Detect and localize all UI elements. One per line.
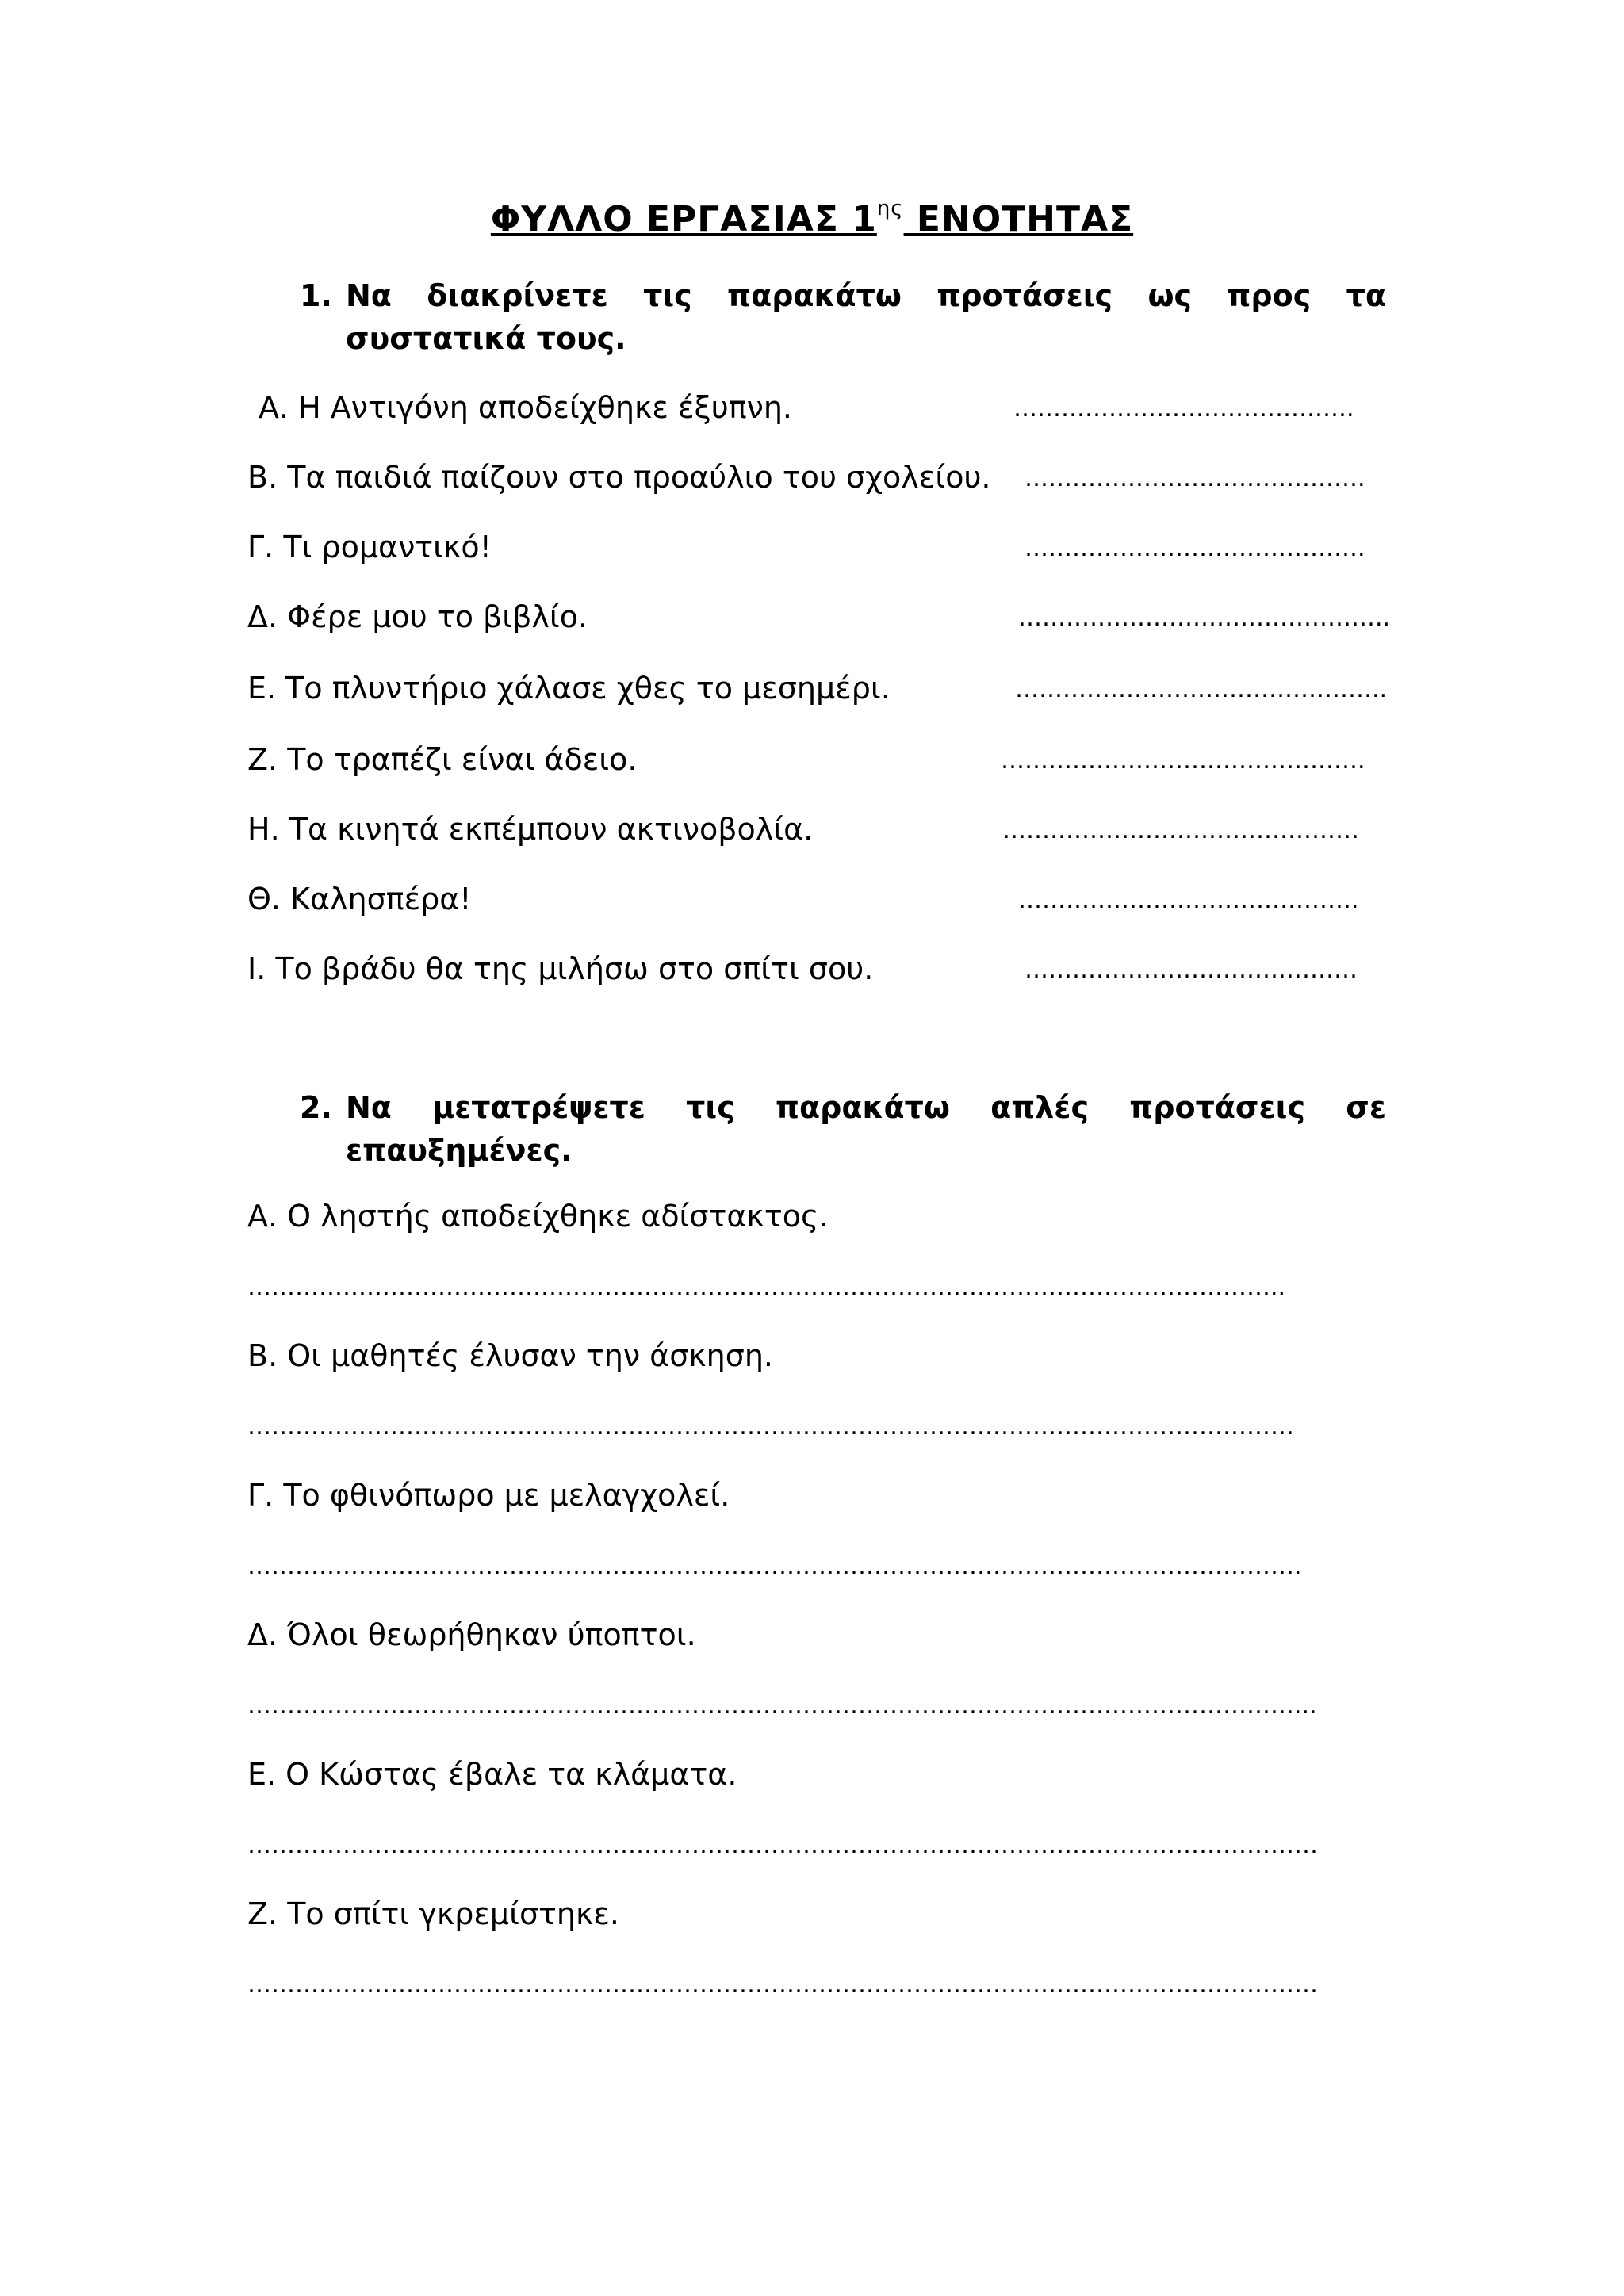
exercise-1-answer-blank-c[interactable]: ……………………………………. — [1025, 534, 1365, 562]
exercise-1-answer-blank-f[interactable]: ………………………………………. — [1001, 747, 1365, 775]
exercise-1-sentence-b: Β. Τα παιδιά παίζουν στο προαύλιο του σχολείου. — [247, 460, 991, 495]
exercise-2-heading — [300, 1086, 1386, 1172]
exercise-1-answer-blank-g[interactable]: ……………………………………… — [1002, 817, 1359, 844]
page-title — [0, 197, 1624, 239]
exercise-2-sentence-b: Β. Οι μαθητές έλυσαν την άσκηση. — [247, 1338, 774, 1373]
exercise-1-answer-blank-b[interactable]: ……………………………………. — [1025, 465, 1365, 492]
exercise-1-sentence-e: Ε. Το πλυντήριο χάλασε χθες το μεσημέρι. — [247, 671, 891, 706]
exercise-1-answer-blank-a[interactable]: ……………………………………. — [1013, 395, 1354, 423]
exercise-1-sentence-c: Γ. Τι ρομαντικό! — [247, 530, 492, 564]
exercise-1-sentence-a: Α. Η Αντιγόνη αποδείχθηκε έξυπνη. — [259, 390, 792, 425]
exercise-2-sentence-a: Α. Ο ληστής αποδείχθηκε αδίστακτος. — [247, 1199, 829, 1234]
exercise-2-instruction: Να μετατρέψετε τις παρακάτω απλές προτάσεις σε επαυξημένες. — [346, 1090, 1386, 1168]
exercise-1-answer-blank-i[interactable]: …………………………………… — [1025, 956, 1358, 984]
exercise-1-sentence-g: Η. Τα κινητά εκπέμπουν ακτινοβολία. — [247, 812, 814, 847]
exercise-1-sentence-d: Δ. Φέρε μου το βιβλίο. — [247, 599, 588, 634]
exercise-1-answer-blank-d[interactable]: ……………………………………….. — [1018, 604, 1391, 632]
exercise-2-sentence-d: Δ. Όλοι θεωρήθηκαν ύποπτοι. — [247, 1617, 696, 1652]
exercise-2-answer-line-f[interactable]: ……………………………………………………………………………………………………………………… — [247, 1971, 1318, 1999]
title-superscript: ης — [876, 197, 904, 220]
exercise-1-instruction: Να διακρίνετε τις παρακάτω προτάσεις ως προς τα συστατικά τους. — [346, 278, 1386, 356]
exercise-2-answer-line-b[interactable]: …………………………………………………………………………………………………………………… — [247, 1413, 1294, 1441]
exercise-1-answer-blank-h[interactable]: ……………………………………. — [1018, 886, 1359, 914]
title-end: ΕΝΟΤΗΤΑΣ — [903, 199, 1134, 239]
exercise-1-sentence-f: Ζ. Το τραπέζι είναι άδειο. — [247, 742, 638, 777]
exercise-2-answer-line-e[interactable]: ……………………………………………………………………………………………………………………… — [247, 1831, 1318, 1859]
exercise-1-sentence-i: Ι. Το βράδυ θα της μιλήσω στο σπίτι σου. — [247, 951, 874, 986]
exercise-2-number: 2. — [300, 1090, 332, 1125]
exercise-1-sentence-h: Θ. Καλησπέρα! — [247, 882, 472, 916]
exercise-2-answer-line-a[interactable]: ………………………………………………………………………………………………………………….. — [247, 1273, 1286, 1301]
exercise-1-number: 1. — [300, 278, 332, 313]
title-main: ΦΥΛΛΟ ΕΡΓΑΣΙΑΣ 1 — [490, 199, 877, 239]
exercise-1-answer-blank-e[interactable]: ……………………………………….. — [1015, 675, 1388, 703]
exercise-2-answer-line-c[interactable]: ……………………………………………………………………………………………………………………. — [247, 1552, 1302, 1580]
exercise-1-heading — [300, 274, 1386, 360]
exercise-2-sentence-e: Ε. Ο Κώστας έβαλε τα κλάματα. — [247, 1757, 737, 1792]
exercise-2-sentence-c: Γ. Το φθινόπωρο με μελαγχολεί. — [247, 1478, 730, 1513]
exercise-2-answer-line-d[interactable]: ……………………………………………………………………………………………………………………... — [247, 1692, 1317, 1720]
exercise-2-sentence-f: Ζ. Το σπίτι γκρεμίστηκε. — [247, 1896, 620, 1931]
